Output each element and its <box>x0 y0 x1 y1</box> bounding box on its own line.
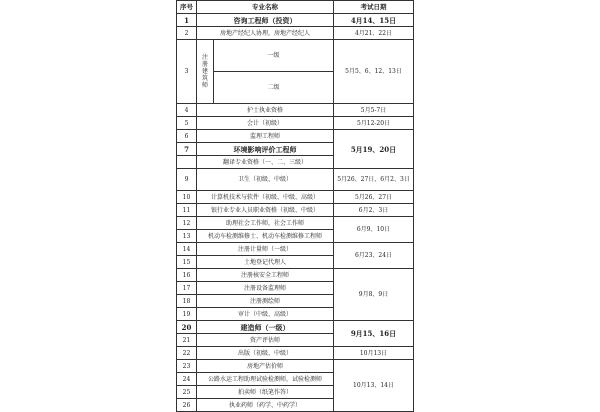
row-name: 卫生（初级、中级） <box>197 169 334 191</box>
row-no: 24 <box>177 373 197 386</box>
row-no: 25 <box>177 386 197 399</box>
row-name: 房地产估价师 <box>197 360 334 373</box>
row-name: 出版（初级、中级） <box>197 347 334 360</box>
row-no: 15 <box>177 256 197 269</box>
row-no: 22 <box>177 347 197 360</box>
row-date: 6月2、3日 <box>334 204 414 217</box>
row-no: 10 <box>177 191 197 204</box>
row-no: 3 <box>177 40 197 104</box>
table-row <box>177 269 414 282</box>
row-no <box>177 156 197 169</box>
row-name: 计算机技术与软件（初级、中级、高级） <box>197 191 334 204</box>
row-sub-name: 一级 <box>214 40 334 72</box>
row-sub-name: 二级 <box>214 72 334 104</box>
row-date: 10月13日 <box>334 347 414 360</box>
table-row <box>177 117 414 130</box>
row-date: 4月14、15日 <box>334 14 414 27</box>
row-no: 7 <box>177 143 197 156</box>
row-date: 5月5、6、12、13日 <box>334 40 414 104</box>
table-row <box>177 14 414 27</box>
row-no: 26 <box>177 399 197 412</box>
header-date: 考试日期 <box>334 1 414 14</box>
table-row <box>177 243 414 256</box>
header-no: 序号 <box>177 1 197 14</box>
row-name: 执业药师（药学、中药学） <box>197 399 334 412</box>
row-name: 注册测绘师 <box>197 295 334 308</box>
row-no: 2 <box>177 27 197 40</box>
group-text: 注册建筑师 <box>201 54 208 89</box>
row-no: 20 <box>177 321 197 334</box>
table-row <box>177 169 414 191</box>
row-name: 助理社会工作师，社会工作师 <box>197 217 334 230</box>
row-name: 监理工程师 <box>197 130 334 143</box>
row-name: 注册核安全工程师 <box>197 269 334 282</box>
row-date: 5月5-7日 <box>334 104 414 117</box>
row-no: 9 <box>177 169 197 191</box>
table-row <box>177 321 414 334</box>
row-no: 23 <box>177 360 197 373</box>
row-name: 翻译专业资格（一、二、三级） <box>197 156 334 169</box>
table-row <box>177 104 414 117</box>
row-date: 10月13、14日 <box>334 360 414 412</box>
row-no: 11 <box>177 204 197 217</box>
row-name: 银行业专业人员职业资格（初级、中级） <box>197 204 334 217</box>
row-name: 环境影响评价工程师 <box>197 143 334 156</box>
row-name: 会计（初级） <box>197 117 334 130</box>
table-row <box>177 130 414 143</box>
row-date: 5月12-20日 <box>334 117 414 130</box>
row-name: 房地产经纪人协理，房地产经纪人 <box>197 27 334 40</box>
row-date: 6月23、24日 <box>334 243 414 269</box>
row-no: 17 <box>177 282 197 295</box>
row-no: 4 <box>177 104 197 117</box>
row-no: 19 <box>177 308 197 321</box>
row-no: 13 <box>177 230 197 243</box>
row-name: 拍卖师（纸笔作答） <box>197 386 334 399</box>
row-name: 注册设备监理师 <box>197 282 334 295</box>
row-name: 护士执业资格 <box>197 104 334 117</box>
row-name: 公路水运工程助理试验检测师，试验检测师 <box>197 373 334 386</box>
exam-schedule-document <box>176 0 413 409</box>
row-date: 5月26、27日、6月2、3日 <box>334 169 414 191</box>
row-no: 5 <box>177 117 197 130</box>
row-date: 6月9、10日 <box>334 217 414 243</box>
table-row <box>177 27 414 40</box>
row-date: 4月21、22日 <box>334 27 414 40</box>
row-no: 1 <box>177 14 197 27</box>
row-date: 9月15、16日 <box>334 321 414 347</box>
row-name: 审计（中级、高级） <box>197 308 334 321</box>
table-header-row <box>177 1 414 14</box>
row-no: 21 <box>177 334 197 347</box>
table-row <box>177 191 414 204</box>
row-name: 建造师（一级） <box>197 321 334 334</box>
row-no: 16 <box>177 269 197 282</box>
exam-schedule-table <box>176 0 414 412</box>
row-date: 5月19、20日 <box>334 130 414 169</box>
row-name: 机动车检测维修士、机动车检测维修工程师 <box>197 230 334 243</box>
row-date: 5月26、27日 <box>334 191 414 204</box>
row-name: 注册计量师（一级） <box>197 243 334 256</box>
row-no: 14 <box>177 243 197 256</box>
table-row <box>177 347 414 360</box>
table-row <box>177 40 414 72</box>
row-name: 咨询工程师（投资） <box>197 14 334 27</box>
row-no: 12 <box>177 217 197 230</box>
row-date: 9月8、9日 <box>334 269 414 321</box>
row-no: 18 <box>177 295 197 308</box>
row-name: 资产评估师 <box>197 334 334 347</box>
row-group-label <box>197 40 214 104</box>
table-row <box>177 217 414 230</box>
table-row <box>177 204 414 217</box>
table-row <box>177 360 414 373</box>
header-name: 专业名称 <box>197 1 334 14</box>
row-name: 土地登记代理人 <box>197 256 334 269</box>
row-no: 6 <box>177 130 197 143</box>
